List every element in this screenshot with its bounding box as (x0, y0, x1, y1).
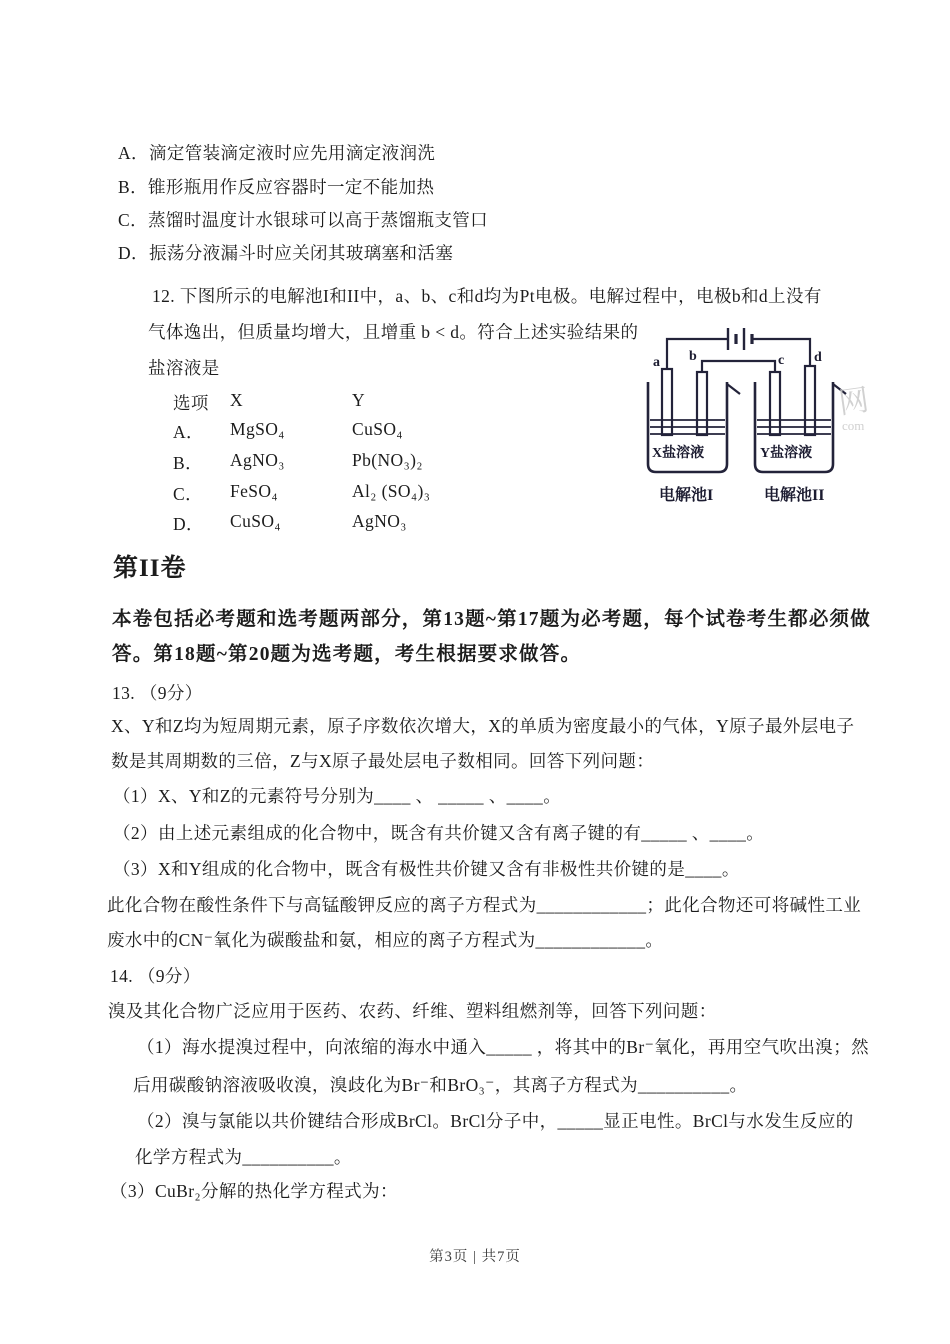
watermark-glyph: 网 (836, 383, 871, 421)
wire-b-to-c (702, 361, 775, 372)
table-row-d-y: AgNO₃ (352, 511, 407, 531)
option-b: B．锥形瓶用作反应容器时一定不能加热 (118, 177, 435, 197)
electrode-c (770, 372, 780, 435)
electrolysis-figure (626, 316, 891, 521)
q14-item-1a: （1）海水提溴过程中，向浓缩的海水中通入_____ ，将其中的Br⁻氧化，再用空气吹出溴；然 (137, 1037, 870, 1057)
q12-line-1: 12. 下图所示的电解池I和II中，a、b、c和d均为Pt电极。电解过程中，电极b和d上没有 (152, 286, 822, 306)
table-row-a-x: MgSO₄ (230, 419, 285, 439)
battery-icon (728, 328, 752, 350)
liquid-lines-right (757, 420, 831, 434)
electrode-c-label: c (778, 353, 785, 368)
table-row-b-y: Pb(NO₃)₂ (352, 450, 423, 470)
table-row-c-x: FeSO₄ (230, 481, 278, 501)
q12-line-2: 气体逸出，但质量均增大，且增重 b < d。符合上述实验结果的 (148, 322, 639, 342)
watermark-com: com (842, 418, 865, 433)
electrode-a (662, 369, 672, 435)
q14-body-1: 溴及其化合物广泛应用于医药、农药、纤维、塑料组燃剂等，回答下列问题： (108, 1001, 717, 1021)
cell2-caption: 电解池II (764, 487, 825, 504)
electrode-d (805, 366, 815, 435)
table-header-y: Y (352, 390, 366, 410)
table-row-b-x: AgNO₃ (230, 450, 285, 470)
table-header-option: 选项 (173, 393, 209, 413)
electrode-b-label: b (689, 349, 697, 364)
table-row-b-label: B． (173, 453, 203, 473)
q14-item-1b: 后用碳酸钠溶液吸收溴，溴歧化为Br⁻和BrO₃⁻，其离子方程式为__________。 (133, 1075, 748, 1095)
part2-heading: 第II卷 (113, 555, 187, 582)
table-row-a-y: CuSO₄ (352, 419, 403, 439)
electrode-b (697, 372, 707, 435)
q13-item-3: （3）X和Y组成的化合物中，既含有极性共价键又含有非极性共价键的是____。 (113, 859, 740, 879)
part2-intro-line-2: 答。第18题~第20题为选考题，考生根据要求做答。 (112, 644, 582, 665)
table-row-c-y: Al₂ (SO₄)₃ (352, 481, 431, 501)
option-c: C．蒸馏时温度计水银球可以高于蒸馏瓶支管口 (118, 210, 489, 230)
q14-item-2b: 化学方程式为__________。 (135, 1147, 352, 1167)
right-solution-label: Y盐溶液 (760, 446, 813, 461)
cell1-caption: 电解池I (659, 487, 714, 504)
table-row-d-label: D． (173, 514, 204, 534)
q14-item-2a: （2）溴与氯能以共价键结合形成BrCl。BrCl分子中，_____显正电性。BrCl与水发生反应的 (137, 1111, 854, 1131)
table-header-x: X (230, 390, 244, 410)
option-a: A．滴定管装滴定液时应先用滴定液润洗 (118, 143, 436, 163)
table-row-c-label: C． (173, 484, 203, 504)
electrode-a-label: a (653, 355, 660, 370)
beaker-left-spout (727, 384, 740, 394)
q14-header: 14. （9分） (110, 966, 201, 986)
wire-left (667, 339, 728, 369)
left-solution-label: X盐溶液 (652, 446, 705, 461)
electrode-d-label: d (814, 350, 822, 365)
q13-body-2: 数是其周期数的三倍，Z与X原子最处层电子数相同。回答下列问题： (111, 751, 655, 771)
table-row-d-x: CuSO₄ (230, 511, 281, 531)
q13-item-1: （1）X、Y和Z的元素符号分别为____ 、 _____ 、____。 (113, 786, 562, 806)
q13-item-3b: 此化合物在酸性条件下与高锰酸钾反应的离子方程式为____________；此化合物还可将碱性工业 (107, 895, 862, 915)
q13-header: 13. （9分） (112, 683, 203, 703)
q13-item-3c: 废水中的CN⁻氧化为碳酸盐和氨，相应的离子方程式为____________。 (107, 930, 664, 950)
q13-body-1: X、Y和Z均为短周期元素，原子序数依次增大，X的单质为密度最小的气体，Y原子最外层电子 (111, 716, 855, 736)
option-d: D．振荡分液漏斗时应关闭其玻璃塞和活塞 (118, 243, 454, 263)
table-row-a-label: A． (173, 422, 204, 442)
page-footer: 第3页 | 共7页 (429, 1249, 521, 1265)
part2-intro-line-1: 本卷包括必考题和选考题两部分，第13题~第17题为必考题，每个试卷考生都必须做 (112, 609, 871, 630)
q12-line-3: 盐溶液是 (148, 358, 220, 378)
q14-item-3: （3）CuBr₂分解的热化学方程式为： (110, 1181, 398, 1201)
q13-item-2: （2）由上述元素组成的化合物中，既含有共价键又含有离子键的有_____ 、____。 (113, 823, 765, 843)
